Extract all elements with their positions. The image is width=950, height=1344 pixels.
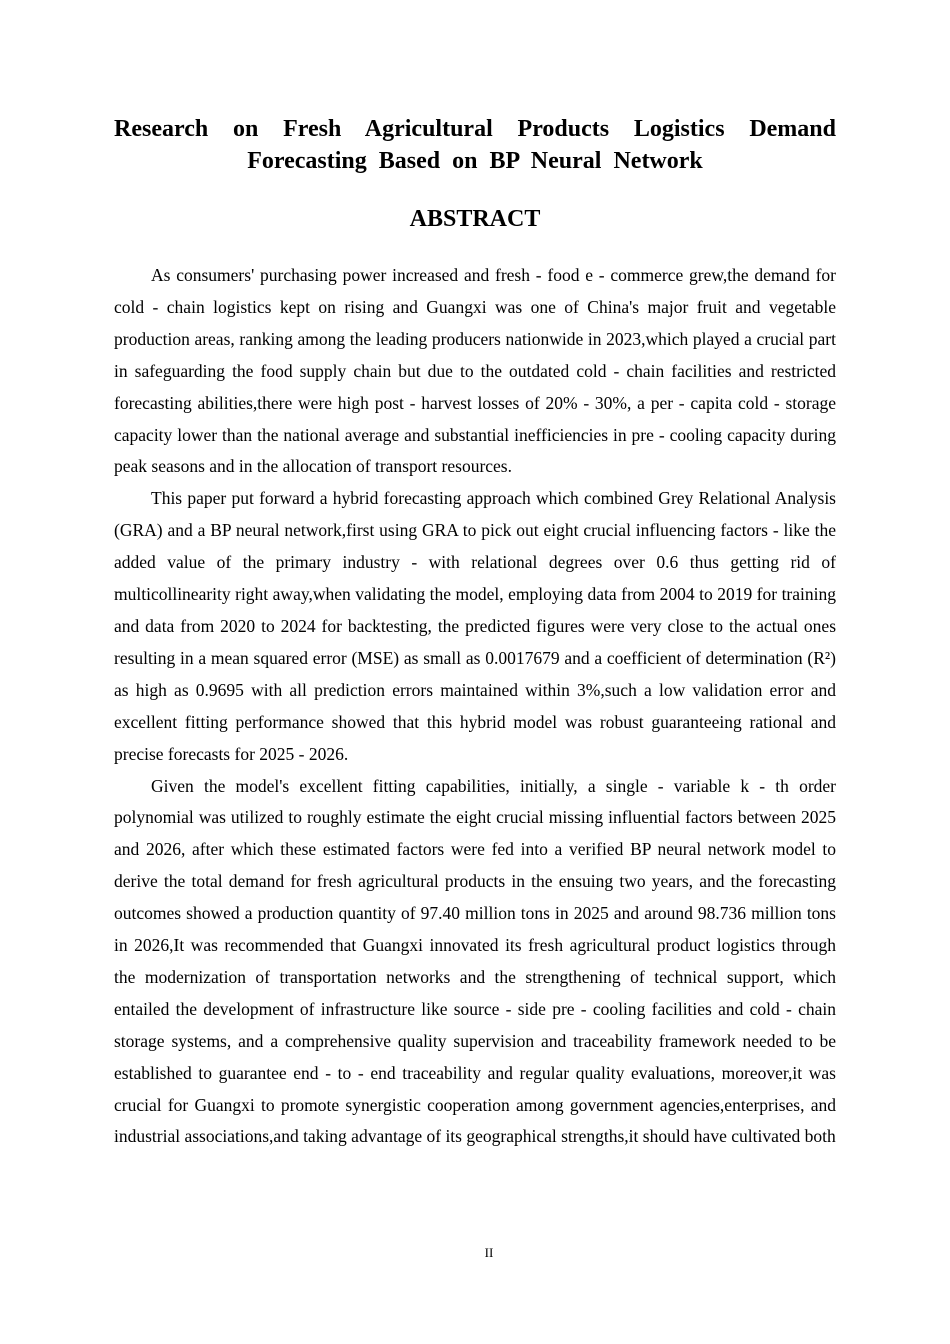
abstract-paragraph-1: As consumers' purchasing power increased and fresh - food e - commerce grew,the demand for cold - chain logistics kept on rising and Guangxi was one of China's major fruit and vegetable production areas, ranking among the leading producers nationwide in 2023,which played a crucial part in safeguarding the food supply chain but due to the outdated cold - chain facilities and restricted forecasting abilities,there were high post - harvest losses of 20% - 30%, a per - capita cold - storage capacity lower than the national average and substantial inefficiencies in pre - cooling capacity during peak seasons and in the allocation of transport resources. [114, 265, 836, 477]
abstract-paragraph-2: This paper put forward a hybrid forecasting approach which combined Grey Relational Analysis (GRA) and a BP neural network,first using GRA to pick out eight crucial influencing factors - like the added value of the primary industry - with relational degrees over 0.6 thus getting rid of multicollinearity right away,when validating the model, employing data from 2004 to 2019 for training and data from 2020 to 2024 for backtesting, the predicted figures were very close to the actual ones resulting in a mean squared error (MSE) as small as 0.0017679 and a coefficient of determination (R²) as high as 0.9695 with all prediction errors maintained within 3%,such a low validation error and excellent fitting performance showed that this hybrid model was robust guaranteeing rational and precise forecasts for 2025 - 2026. [114, 488, 836, 764]
title-line-1: Research on Fresh Agricultural Products Logistics Demand [114, 116, 836, 142]
abstract-paragraph-3: Given the model's excellent fitting capabilities, initially, a single - variable k - th order polynomial was utilized to roughly estimate the eight crucial missing influential factors between 2025 and 2026, after which these estimated factors were fed into a verified BP neural network model to derive the total demand for fresh agricultural products in the ensuing two years, and the forecasting outcomes showed a production quantity of 97.40 million tons in 2025 and around 98.736 million tons in 2026,It was recommended that Guangxi innovated its fresh agricultural product logistics through the modernization of transportation networks and the strengthening of technical support, which entailed the development of infrastructure like source - side pre - cooling facilities and cold - chain storage systems, and a comprehensive quality supervision and traceability framework needed to be established to guarantee end - to - end traceability and regular quality evaluations, moreover,it was crucial for Guangxi to promote synergistic cooperation among government agencies,enterprises, and industrial associations,and taking advantage of its geographical strengths,it should have cultivated both [114, 775, 836, 1147]
abstract-heading: ABSTRACT [409, 206, 541, 232]
abstract-body [114, 260, 836, 1153]
page-number: II [484, 1245, 494, 1260]
title-line-2: Forecasting Based on BP Neural Network [247, 148, 703, 174]
paper-title [114, 113, 836, 177]
